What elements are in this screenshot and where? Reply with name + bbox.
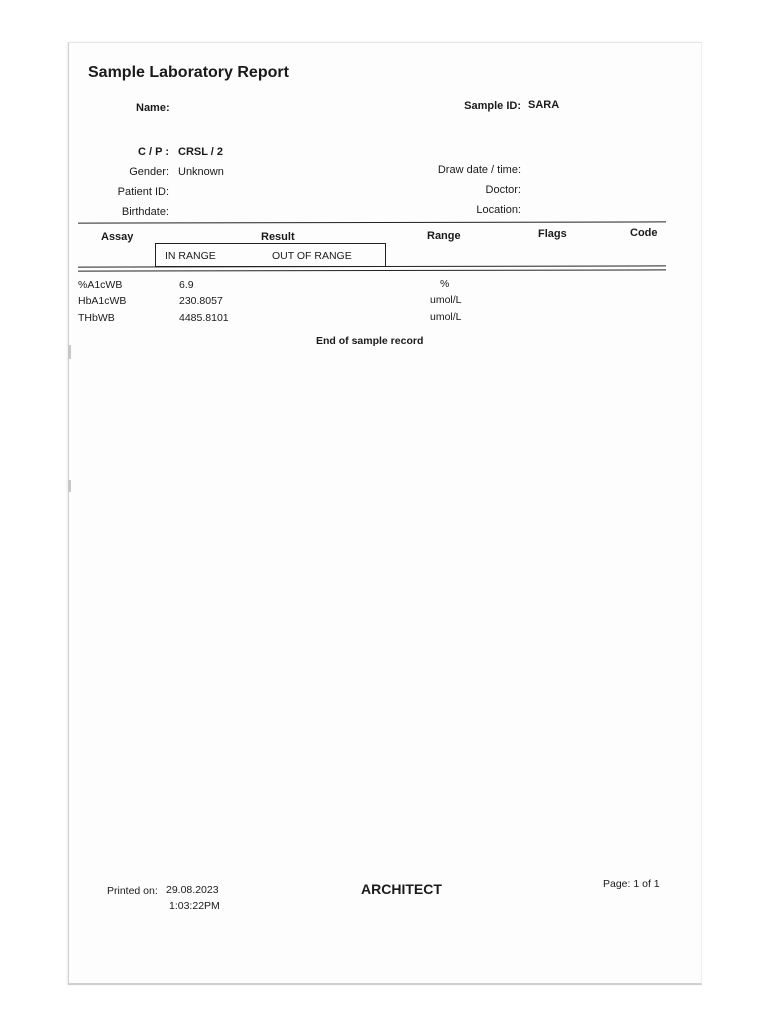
- scan-artifact: [68, 480, 71, 492]
- assay-header: Assay: [101, 231, 134, 243]
- gender-label: Gender:: [129, 166, 169, 178]
- unit-cell: umol/L: [430, 311, 462, 323]
- end-of-record: End of sample record: [316, 335, 424, 347]
- birthdate-label: Birthdate:: [121, 206, 169, 218]
- assay-cell: THbWB: [78, 312, 115, 324]
- report-page: [68, 42, 702, 985]
- result-cell: 230.8057: [179, 295, 223, 307]
- assay-cell: HbA1cWB: [78, 295, 127, 307]
- out-of-range-label: OUT OF RANGE: [272, 250, 352, 262]
- printed-label: Printed on:: [107, 885, 158, 897]
- report-title: Sample Laboratory Report: [88, 64, 289, 81]
- cp-value: CRSL / 2: [178, 146, 224, 158]
- result-cell: 6.9: [179, 279, 194, 291]
- unit-cell: %: [440, 278, 450, 290]
- flags-header: Flags: [538, 228, 567, 240]
- assay-cell: %A1cWB: [78, 279, 123, 291]
- sample-id-label: Sample ID:: [464, 100, 521, 112]
- range-header: Range: [427, 230, 461, 242]
- instrument-name: ARCHITECT: [361, 881, 442, 897]
- scan-artifact: [68, 345, 71, 359]
- result-cell: 4485.8101: [179, 312, 229, 324]
- in-range-label: IN RANGE: [165, 250, 216, 262]
- printed-date: 29.08.2023: [166, 884, 219, 896]
- cp-label: C / P :: [138, 146, 169, 158]
- draw-date-label: Draw date / time:: [437, 164, 521, 176]
- location-label: Location:: [476, 204, 521, 216]
- code-header: Code: [630, 227, 658, 239]
- result-header: Result: [261, 231, 295, 243]
- sample-id-value: SARA: [528, 99, 560, 111]
- unit-cell: umol/L: [430, 294, 462, 306]
- name-label: Name:: [136, 102, 170, 114]
- patient-id-label: Patient ID:: [117, 186, 169, 198]
- doctor-label: Doctor:: [485, 184, 521, 196]
- printed-time: 1:03:22PM: [169, 900, 220, 912]
- gender-value: Unknown: [178, 166, 224, 178]
- page-number: Page: 1 of 1: [603, 878, 660, 890]
